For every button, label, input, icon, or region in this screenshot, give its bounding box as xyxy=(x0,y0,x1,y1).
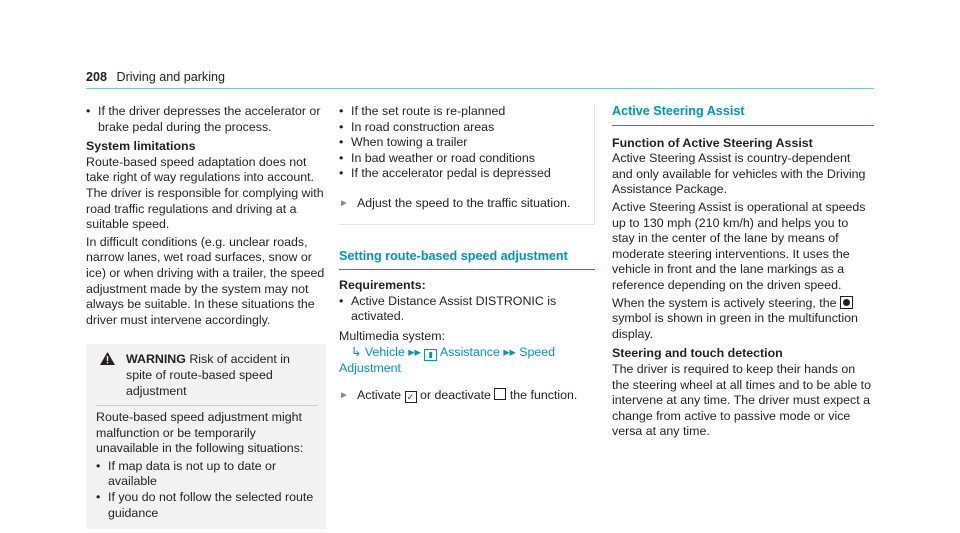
warning-title: Risk of accident in spite of route-based speed adjustment xyxy=(126,352,290,398)
multimedia-label: Multimedia system: xyxy=(339,328,446,343)
list-item: • If the accelerator pedal is depressed xyxy=(339,166,594,182)
system-limitations-heading: System limitations xyxy=(86,139,196,154)
bullet-list xyxy=(339,104,594,182)
menu-item-speed: Speed xyxy=(519,344,556,359)
section-title: Setting route-based speed adjustment xyxy=(339,249,595,271)
list-item: • If the driver depresses the accelerator or brake pedal during the process. xyxy=(86,104,326,135)
function-text: the function. xyxy=(509,388,578,403)
page-number: 208 xyxy=(86,70,108,84)
subheading: Steering and touch detection xyxy=(612,346,783,361)
paragraph xyxy=(612,296,874,343)
list-item: • Active Distance Assist DISTRONIC is activated. xyxy=(339,294,595,325)
action-arrow-icon: ► xyxy=(339,197,349,209)
menu-item-assistance: Assistance xyxy=(439,344,500,359)
deactivate-text: or deactivate xyxy=(419,388,491,403)
action-step xyxy=(339,388,595,404)
system-limitations-text: Route-based speed adaptation does not take right of way regulations into account. The driver is responsible for complying with road traffic regulations and driving at a suitable speed. xyxy=(86,154,324,232)
menu-path xyxy=(339,345,595,361)
difficult-conditions-text: In difficult conditions (e.g. unclear roads, narrow lanes, wet road surfaces, snow or ice) or when driving with a trailer, the speed adjustment made by the system may not always be suitable. In these situations the driver must intervene accordingly. xyxy=(86,234,325,327)
warning-label: WARNING xyxy=(126,352,186,367)
checkbox-checked-icon: ✓ xyxy=(405,391,417,403)
column-1 xyxy=(86,104,326,529)
path-separator-icon: ▸▸ xyxy=(503,344,516,359)
warning-triangle-icon xyxy=(96,352,126,399)
action-arrow-icon: ► xyxy=(339,390,349,402)
warning-continuation-box xyxy=(339,104,595,225)
list-item: • In road construction areas xyxy=(339,120,594,136)
warning-header xyxy=(96,352,318,399)
list-item: • When towing a trailer xyxy=(339,135,594,151)
paragraph-part: When the system is actively steering, the xyxy=(612,295,837,310)
list-item: • In bad weather or road conditions xyxy=(339,151,594,167)
page-header xyxy=(86,70,225,86)
subheading: Function of Active Steering Assist xyxy=(612,135,813,150)
steering-assist-icon xyxy=(840,296,853,309)
path-separator-icon: ▸▸ xyxy=(408,344,421,359)
paragraph-part: symbol is shown in green in the multifunction display. xyxy=(612,311,858,341)
warning-divider xyxy=(96,405,318,406)
paragraph: The driver is required to keep their hands on the steering wheel at all times and to be able to intervene at any time. The driver must expect a change from active to passive mode or vice versa at any time. xyxy=(612,361,871,439)
requirements-label: Requirements: xyxy=(339,278,426,293)
column-2 xyxy=(339,104,595,404)
list-item: • If the set route is re-planned xyxy=(339,104,594,120)
activate-text: Activate xyxy=(357,388,402,403)
action-text xyxy=(357,388,577,404)
car-icon: ▮ xyxy=(424,349,437,361)
requirements-list xyxy=(339,294,595,325)
menu-item-adjustment: Adjustment xyxy=(339,360,401,375)
paragraph: Active Steering Assist is operational at speeds up to 130 mph (210 km/h) and helps you to stay in the center of the lane by means of moderate steering interventions. It uses the vehicle in front and the lane markings as a reference depending on the driven speed. xyxy=(612,199,866,292)
checkbox-empty-icon xyxy=(494,388,506,400)
bullet-list xyxy=(86,104,326,135)
paragraph: Active Steering Assist is country-dependent and only available for vehicles with the Driving Assistance Package. xyxy=(612,151,866,197)
action-text: Adjust the speed to the traffic situation. xyxy=(357,195,571,210)
chapter-title: Driving and parking xyxy=(116,70,226,84)
column-3 xyxy=(612,104,874,440)
menu-item-vehicle: Vehicle xyxy=(364,344,405,359)
menu-path-arrow-icon: ↳ xyxy=(351,344,362,359)
list-item: • If you do not follow the selected route guidance xyxy=(96,490,318,521)
warning-bullet-list xyxy=(96,459,318,521)
header-rule xyxy=(86,88,874,89)
action-step xyxy=(339,196,594,212)
list-item: • If map data is not up to date or available xyxy=(96,459,318,490)
section-title: Active Steering Assist xyxy=(612,104,874,126)
warning-box xyxy=(86,344,326,529)
warning-body: Route-based speed adjustment might malfunction or be temporarily unavailable in the following situations: xyxy=(96,410,304,456)
